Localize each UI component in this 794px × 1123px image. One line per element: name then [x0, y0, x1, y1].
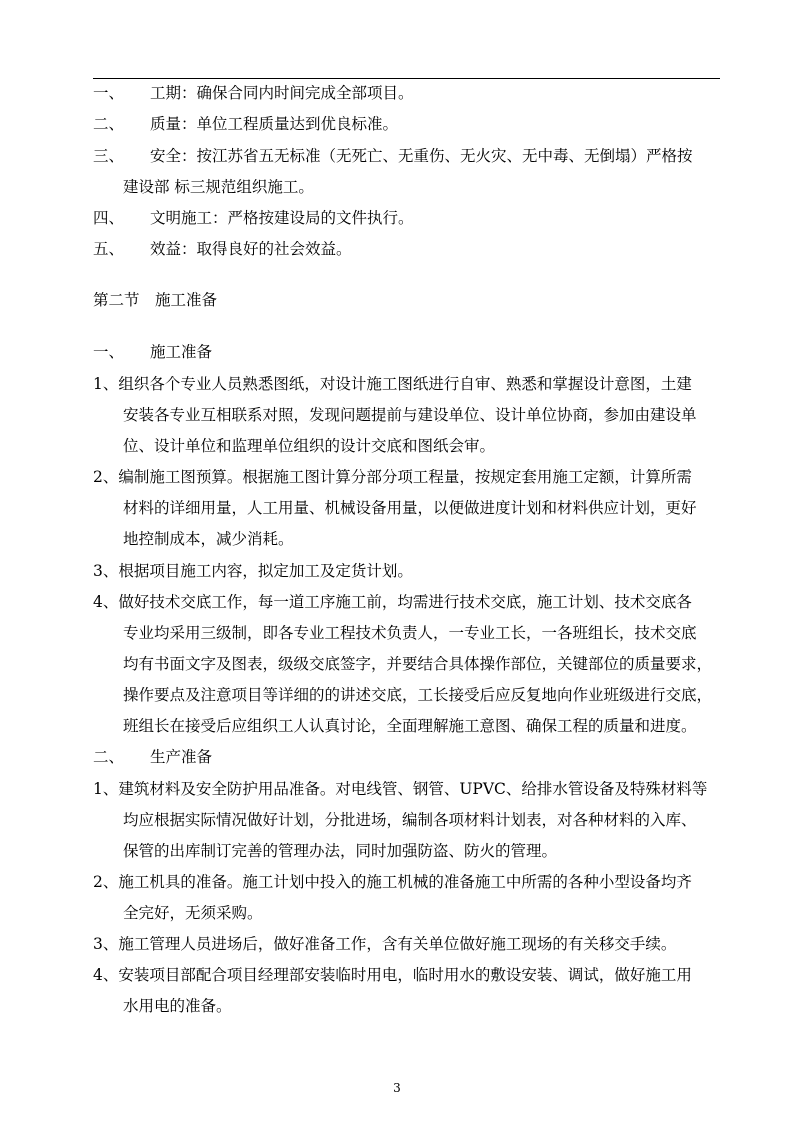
goal-2-text: 质量：单位工程质量达到优良标准。 [150, 115, 399, 133]
goal-1 [93, 83, 414, 103]
prep-item-4-line-5: 班组长在接受后应组织工人认真讨论，全面理解施工意图、确保工程的质量和进度。 [123, 717, 697, 735]
goal-2 [93, 114, 399, 134]
prod-item-4: 4、安装项目部配合项目经理部安装临时用电，临时用水的敷设安装、调试，做好施工用 [93, 966, 692, 984]
prep-item-3: 3、根据项目施工内容，拟定加工及定货计划。 [93, 562, 413, 580]
prod-item-3: 3、施工管理人员进场后，做好准备工作，含有关单位做好施工现场的有关移交手续。 [93, 935, 677, 953]
prep-item-1: 1、组织各个专业人员熟悉图纸，对设计施工图纸进行自审、熟悉和掌握设计意图，土建 [93, 375, 692, 393]
prep-item-1-line-2: 安装各专业互相联系对照，发现问题提前与建设单位、设计单位协商，参加由建设单 [123, 406, 697, 424]
prod-heading-num: 二、 [93, 748, 125, 766]
prep-item-4-line-2: 专业均采用三级制，即各专业工程技术负责人，一专业工长，一各班组长，技术交底 [123, 624, 697, 642]
prod-item-1: 1、建筑材料及安全防护用品准备。对电线管、钢管、UPVC、给排水管设备及特殊材料等 [93, 780, 708, 798]
prep-item-2: 2、编制施工图预算。根据施工图计算分部分项工程量，按规定套用施工定额，计算所需 [93, 468, 692, 486]
goal-5 [93, 239, 352, 259]
prod-item-4-line-2: 水用电的准备。 [123, 997, 232, 1015]
prod-heading-text: 生产准备 [150, 748, 213, 766]
section-title: 第二节 施工准备 [93, 291, 218, 309]
goal-5-text: 效益：取得良好的社会效益。 [150, 240, 352, 258]
prod-heading [93, 747, 213, 767]
prep-item-4: 4、做好技术交底工作，每一道工序施工前，均需进行技术交底，施工计划、技术交底各 [93, 593, 692, 611]
goal-3 [93, 146, 693, 166]
prep-item-4-line-4: 操作要点及注意项目等详细的的讲述交底，工长接受后应反复地向作业班级进行交底， [123, 686, 713, 704]
prod-item-2-line-2: 全完好，无须采购。 [123, 904, 263, 922]
goal-3-continuation: 建设部 标三规范组织施工。 [123, 178, 314, 196]
goal-1-text: 工期：确保合同内时间完成全部项目。 [150, 84, 414, 102]
goal-4 [93, 208, 414, 228]
prep-item-2-line-3: 地控制成本，减少消耗。 [123, 530, 294, 548]
prep-item-2-line-2: 材料的详细用量，人工用量、机械设备用量，以便做进度计划和材料供应计划，更好 [123, 499, 697, 517]
page-number: 3 [393, 1081, 401, 1095]
goal-4-text: 文明施工：严格按建设局的文件执行。 [150, 209, 414, 227]
goal-3-text: 安全：按江苏省五无标准（无死亡、无重伤、无火灾、无中毒、无倒塌）严格按 [150, 147, 693, 165]
header-rule [93, 78, 720, 79]
prep-item-1-line-3: 位、设计单位和监理单位组织的设计交底和图纸会审。 [123, 437, 496, 455]
goal-1-num: 一、 [93, 84, 125, 102]
goal-5-num: 五、 [93, 240, 125, 258]
prep-heading-num: 一、 [93, 343, 125, 361]
prep-heading-text: 施工准备 [150, 343, 213, 361]
prod-item-2: 2、施工机具的准备。施工计划中投入的施工机械的准备施工中所需的各种小型设备均齐 [93, 873, 692, 891]
prep-heading [93, 342, 213, 362]
prod-item-1-line-3: 保管的出库制订完善的管理办法，同时加强防盗、防火的管理。 [123, 842, 558, 860]
goal-2-num: 二、 [93, 115, 125, 133]
goal-4-num: 四、 [93, 209, 125, 227]
prep-item-4-line-3: 均有书面文字及图表，级级交底签字，并要结合具体操作部位，关键部位的质量要求， [123, 655, 713, 673]
prod-item-1-line-2: 均应根据实际情况做好计划，分批进场，编制各项材料计划表，对各种材料的入库、 [123, 811, 697, 829]
goal-3-num: 三、 [93, 147, 125, 165]
